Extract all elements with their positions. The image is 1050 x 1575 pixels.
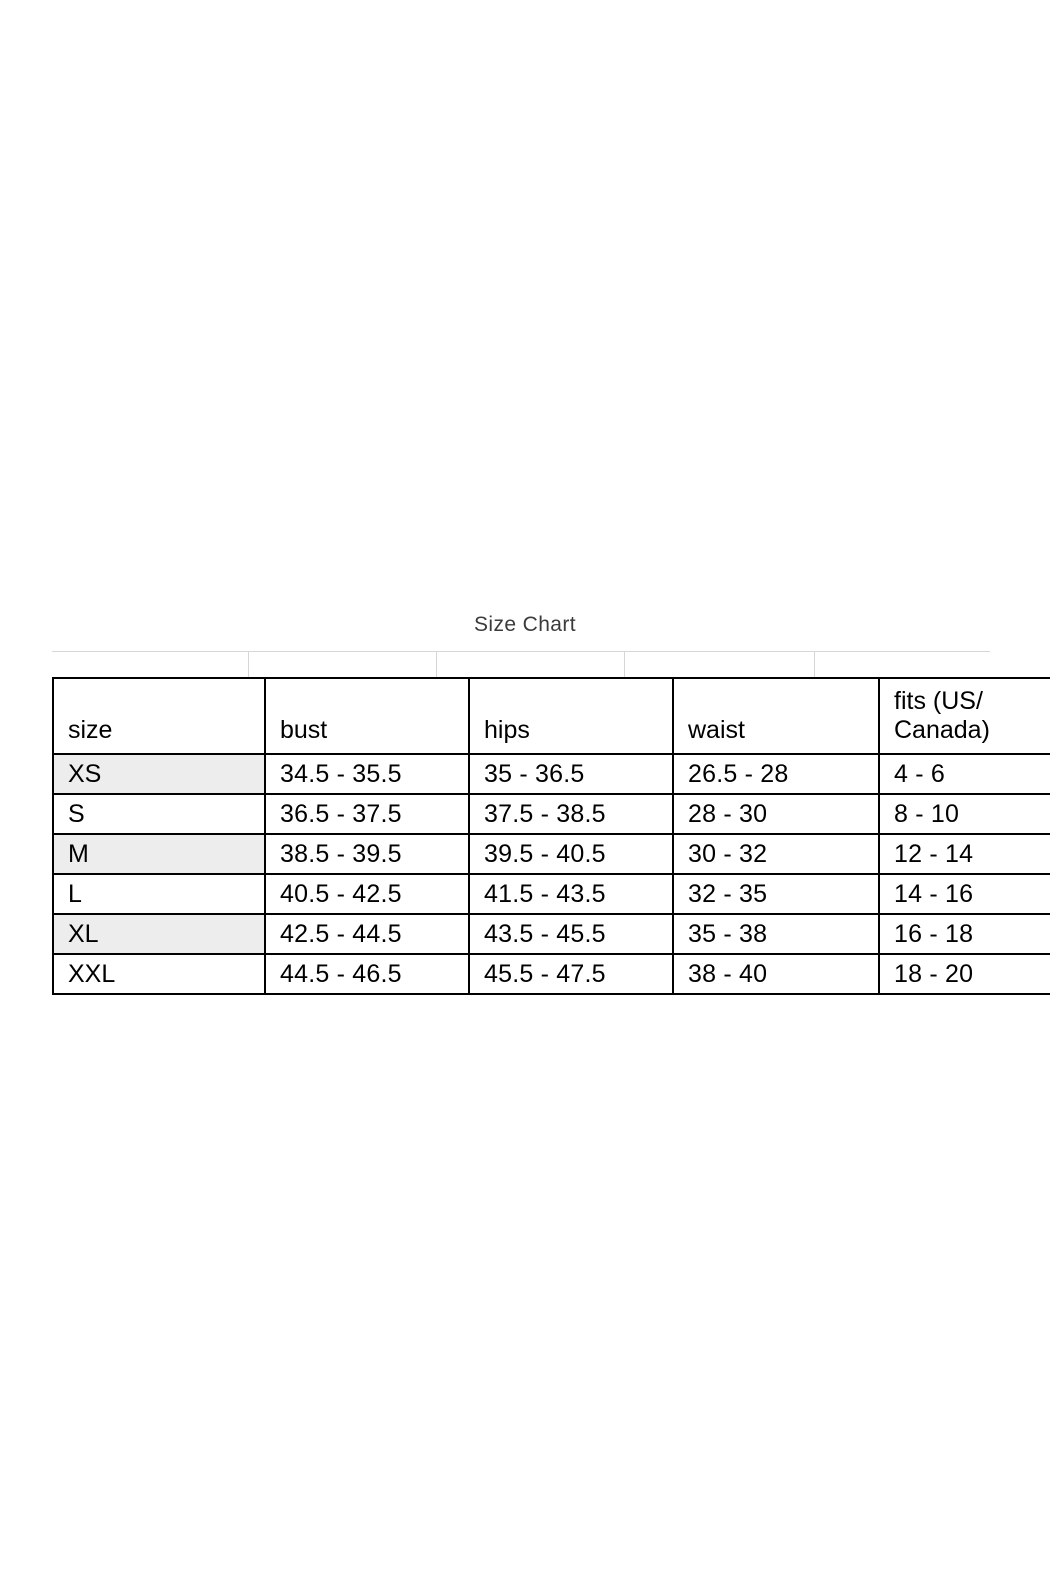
cell-size: XL bbox=[53, 914, 265, 954]
cell-hips: 35 - 36.5 bbox=[469, 754, 673, 794]
cell-hips: 39.5 - 40.5 bbox=[469, 834, 673, 874]
cell-fits: 12 - 14 bbox=[879, 834, 1050, 874]
column-header-fits-line1: fits (US/ bbox=[894, 686, 983, 715]
guide-segment-size bbox=[52, 652, 249, 678]
cell-hips: 37.5 - 38.5 bbox=[469, 794, 673, 834]
table-row bbox=[53, 874, 1050, 914]
size-chart-table bbox=[52, 677, 1050, 995]
cell-bust: 40.5 - 42.5 bbox=[265, 874, 469, 914]
cell-fits: 16 - 18 bbox=[879, 914, 1050, 954]
table-header-row bbox=[53, 678, 1050, 754]
guide-segment-fits bbox=[814, 652, 990, 678]
cell-hips: 43.5 - 45.5 bbox=[469, 914, 673, 954]
cell-size: XXL bbox=[53, 954, 265, 994]
column-header-fits bbox=[879, 678, 1050, 754]
guide-segment-bust bbox=[248, 652, 437, 678]
cell-waist: 28 - 30 bbox=[673, 794, 879, 834]
cell-waist: 30 - 32 bbox=[673, 834, 879, 874]
cell-bust: 44.5 - 46.5 bbox=[265, 954, 469, 994]
table-guide-row bbox=[52, 651, 990, 678]
table-row bbox=[53, 954, 1050, 994]
column-header-bust: bust bbox=[265, 678, 469, 754]
cell-bust: 38.5 - 39.5 bbox=[265, 834, 469, 874]
column-header-waist: waist bbox=[673, 678, 879, 754]
cell-size: L bbox=[53, 874, 265, 914]
table-row bbox=[53, 914, 1050, 954]
guide-segment-hips bbox=[436, 652, 625, 678]
cell-waist: 32 - 35 bbox=[673, 874, 879, 914]
cell-size: S bbox=[53, 794, 265, 834]
cell-size: XS bbox=[53, 754, 265, 794]
column-header-hips: hips bbox=[469, 678, 673, 754]
cell-hips: 45.5 - 47.5 bbox=[469, 954, 673, 994]
table-row bbox=[53, 794, 1050, 834]
cell-hips: 41.5 - 43.5 bbox=[469, 874, 673, 914]
column-header-size: size bbox=[53, 678, 265, 754]
cell-fits: 4 - 6 bbox=[879, 754, 1050, 794]
cell-waist: 35 - 38 bbox=[673, 914, 879, 954]
cell-size: M bbox=[53, 834, 265, 874]
cell-bust: 36.5 - 37.5 bbox=[265, 794, 469, 834]
page-title: Size Chart bbox=[473, 613, 577, 636]
cell-bust: 34.5 - 35.5 bbox=[265, 754, 469, 794]
cell-fits: 18 - 20 bbox=[879, 954, 1050, 994]
cell-bust: 42.5 - 44.5 bbox=[265, 914, 469, 954]
cell-fits: 14 - 16 bbox=[879, 874, 1050, 914]
cell-waist: 26.5 - 28 bbox=[673, 754, 879, 794]
cell-fits: 8 - 10 bbox=[879, 794, 1050, 834]
table-row bbox=[53, 834, 1050, 874]
cell-waist: 38 - 40 bbox=[673, 954, 879, 994]
table-row bbox=[53, 754, 1050, 794]
column-header-fits-line2: Canada) bbox=[894, 716, 990, 744]
guide-segment-waist bbox=[624, 652, 815, 678]
